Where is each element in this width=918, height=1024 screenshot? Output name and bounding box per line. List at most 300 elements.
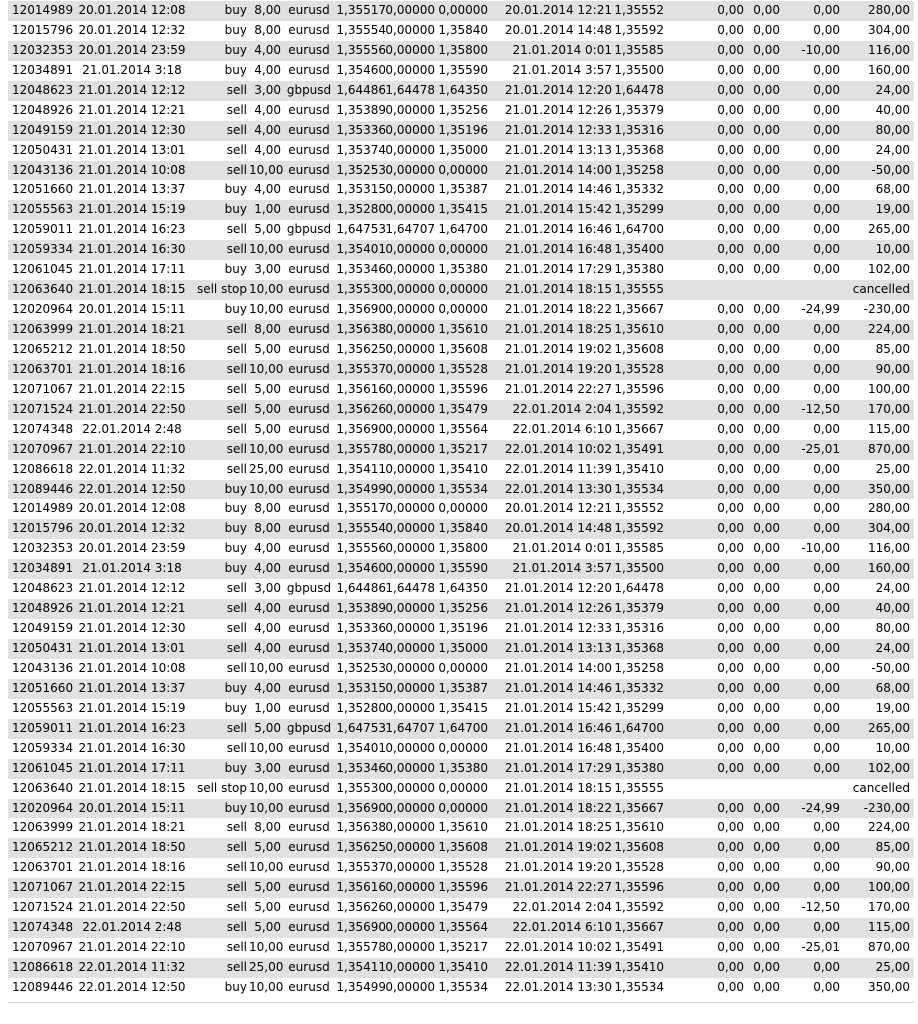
ticket-cell: 12086618 (12, 960, 74, 974)
open-price-cell: 1,35280 (336, 202, 386, 217)
stop-loss-cell: 0,00000 (385, 521, 435, 536)
take-profit-cell: 1,35564 (438, 421, 488, 436)
type-cell: sell (226, 401, 247, 416)
open-time-cell: 21.01.2014 22:50 (78, 401, 186, 416)
item-cell: eurusd (288, 182, 330, 197)
open-time-cell: 22.01.2014 11:32 (78, 960, 186, 974)
open-time-cell: 21.01.2014 17:11 (78, 760, 186, 775)
commission-cell: 0,00 (717, 42, 744, 57)
close-time-cell: 20.01.2014 14:48 (504, 22, 612, 37)
table-row (8, 739, 914, 759)
swap-cell: 0,00 (813, 561, 840, 576)
taxes-cell: 0,00 (753, 880, 780, 895)
close-time-cell: 22.01.2014 2:04 (512, 900, 612, 915)
stop-loss-cell: 1,64707 (385, 222, 435, 237)
table-row (8, 918, 914, 938)
take-profit-cell: 1,35380 (438, 262, 488, 277)
profit-cell: 80,00 (875, 621, 910, 636)
open-time-cell: 22.01.2014 11:32 (78, 461, 186, 476)
profit-cell: 102,00 (868, 262, 910, 277)
commission-cell: 0,00 (717, 521, 744, 536)
take-profit-cell: 0,00000 (438, 800, 488, 815)
item-cell: eurusd (288, 820, 330, 835)
type-cell: sell (226, 820, 247, 835)
type-cell: sell (226, 322, 247, 336)
open-price-cell: 1,35411 (336, 461, 386, 476)
profit-cell: 170,00 (868, 401, 910, 416)
commission-cell: 0,00 (717, 900, 744, 915)
close-price-cell: 1,35379 (614, 601, 664, 616)
taxes-cell: 0,00 (753, 561, 780, 576)
close-price-cell: 1,64700 (614, 720, 664, 735)
close-time-cell: 21.01.2014 18:15 (504, 282, 612, 297)
close-price-cell: 1,35379 (614, 102, 664, 117)
take-profit-cell: 1,35528 (438, 860, 488, 875)
open-price-cell: 1,35638 (336, 322, 386, 336)
commission-cell: 0,00 (717, 960, 744, 974)
taxes-cell: 0,00 (753, 162, 780, 177)
swap-cell: -24,99 (801, 302, 840, 317)
take-profit-cell: 1,35608 (438, 840, 488, 855)
stop-loss-cell: 0,00000 (385, 501, 435, 516)
swap-cell: 0,00 (813, 22, 840, 37)
type-cell: sell (226, 242, 247, 257)
commission-cell: 0,00 (717, 381, 744, 396)
close-time-cell: 21.01.2014 14:00 (504, 660, 612, 675)
table-row (8, 938, 914, 958)
type-cell: sell (226, 880, 247, 895)
table-row (8, 978, 914, 998)
ticket-cell: 12061045 (12, 262, 74, 277)
ticket-cell: 12048623 (12, 581, 74, 596)
open-time-cell: 21.01.2014 12:21 (78, 601, 186, 616)
table-row (8, 499, 914, 519)
profit-cell: 102,00 (868, 760, 910, 775)
stop-loss-cell: 0,00000 (385, 740, 435, 755)
size-cell: 4,00 (254, 62, 281, 77)
profit-cell: 304,00 (868, 521, 910, 536)
close-time-cell: 22.01.2014 6:10 (512, 920, 612, 935)
close-price-cell: 1,35610 (614, 820, 664, 835)
open-price-cell: 1,35389 (336, 102, 386, 117)
take-profit-cell: 1,35217 (438, 940, 488, 955)
open-time-cell: 20.01.2014 15:11 (78, 302, 186, 317)
commission-cell: 0,00 (717, 322, 744, 336)
open-time-cell: 21.01.2014 12:30 (78, 122, 186, 137)
swap-cell: 0,00 (813, 601, 840, 616)
type-cell: buy (224, 3, 247, 17)
close-price-cell: 1,35332 (614, 680, 664, 695)
close-price-cell: 1,35500 (614, 62, 664, 77)
take-profit-cell: 1,35410 (438, 960, 488, 974)
take-profit-cell: 1,35840 (438, 22, 488, 37)
close-price-cell: 1,35585 (614, 42, 664, 57)
open-price-cell: 1,35530 (336, 780, 386, 795)
taxes-cell: 0,00 (753, 601, 780, 616)
take-profit-cell: 1,35800 (438, 42, 488, 57)
size-cell: 10,00 (249, 660, 284, 675)
close-time-cell: 21.01.2014 19:02 (504, 840, 612, 855)
ticket-cell: 12034891 (12, 62, 74, 77)
commission-cell: 0,00 (717, 3, 744, 17)
close-time-cell: 21.01.2014 18:15 (504, 780, 612, 795)
order-status-cell: cancelled (852, 780, 910, 795)
size-cell: 4,00 (254, 182, 281, 197)
type-cell: buy (224, 760, 247, 775)
open-price-cell: 1,35389 (336, 601, 386, 616)
table-row (8, 779, 914, 799)
close-price-cell: 1,35534 (614, 481, 664, 496)
close-price-cell: 1,35608 (614, 341, 664, 356)
type-cell: sell (226, 441, 247, 456)
type-cell: sell (226, 621, 247, 636)
take-profit-cell: 1,35380 (438, 760, 488, 775)
commission-cell: 0,00 (717, 142, 744, 157)
open-time-cell: 21.01.2014 15:19 (78, 202, 186, 217)
swap-cell: 0,00 (813, 162, 840, 177)
taxes-cell: 0,00 (753, 42, 780, 57)
swap-cell: 0,00 (813, 3, 840, 17)
ticket-cell: 12048623 (12, 82, 74, 97)
taxes-cell: 0,00 (753, 660, 780, 675)
take-profit-cell: 0,00000 (438, 501, 488, 516)
size-cell: 8,00 (254, 521, 281, 536)
take-profit-cell: 1,64350 (438, 82, 488, 97)
taxes-cell: 0,00 (753, 202, 780, 217)
commission-cell: 0,00 (717, 501, 744, 516)
profit-cell: 40,00 (875, 102, 910, 117)
table-row (8, 679, 914, 699)
stop-loss-cell: 0,00000 (385, 302, 435, 317)
ticket-cell: 12048926 (12, 102, 74, 117)
open-time-cell: 21.01.2014 12:12 (78, 82, 186, 97)
take-profit-cell: 1,64700 (438, 222, 488, 237)
size-cell: 5,00 (254, 381, 281, 396)
ticket-cell: 12061045 (12, 760, 74, 775)
taxes-cell: 0,00 (753, 82, 780, 97)
open-time-cell: 21.01.2014 18:16 (78, 860, 186, 875)
swap-cell: -12,50 (801, 401, 840, 416)
open-time-cell: 21.01.2014 22:10 (78, 940, 186, 955)
close-price-cell: 1,35410 (614, 461, 664, 476)
item-cell: eurusd (288, 441, 330, 456)
take-profit-cell: 1,35000 (438, 641, 488, 655)
size-cell: 4,00 (254, 641, 281, 655)
stop-loss-cell: 1,64707 (385, 720, 435, 735)
swap-cell: 0,00 (813, 700, 840, 715)
taxes-cell: 0,00 (753, 720, 780, 735)
swap-cell: 0,00 (813, 760, 840, 775)
commission-cell: 0,00 (717, 641, 744, 655)
open-price-cell: 1,35690 (336, 302, 386, 317)
ticket-cell: 12032353 (12, 541, 74, 556)
swap-cell: -24,99 (801, 800, 840, 815)
stop-loss-cell: 0,00000 (385, 202, 435, 217)
close-time-cell: 21.01.2014 18:25 (504, 322, 612, 336)
size-cell: 5,00 (254, 341, 281, 356)
open-price-cell: 1,35578 (336, 940, 386, 955)
item-cell: eurusd (288, 840, 330, 855)
size-cell: 5,00 (254, 900, 281, 915)
close-price-cell: 1,35610 (614, 322, 664, 336)
type-cell: sell (226, 361, 247, 376)
table-row (8, 260, 914, 280)
take-profit-cell: 1,35196 (438, 122, 488, 137)
table-row (8, 759, 914, 779)
item-cell: eurusd (288, 401, 330, 416)
open-time-cell: 22.01.2014 12:50 (78, 481, 186, 496)
open-price-cell: 1,64486 (336, 82, 386, 97)
profit-cell: 80,00 (875, 122, 910, 137)
open-price-cell: 1,35616 (336, 880, 386, 895)
taxes-cell: 0,00 (753, 361, 780, 376)
stop-loss-cell: 0,00000 (385, 142, 435, 157)
taxes-cell: 0,00 (753, 541, 780, 556)
profit-cell: 870,00 (868, 441, 910, 456)
taxes-cell: 0,00 (753, 820, 780, 835)
size-cell: 3,00 (254, 581, 281, 596)
item-cell: eurusd (288, 740, 330, 755)
type-cell: sell (226, 641, 247, 655)
profit-cell: 870,00 (868, 940, 910, 955)
taxes-cell: 0,00 (753, 680, 780, 695)
close-price-cell: 1,35258 (614, 660, 664, 675)
taxes-cell: 0,00 (753, 341, 780, 356)
take-profit-cell: 0,00000 (438, 162, 488, 177)
swap-cell: 0,00 (813, 341, 840, 356)
swap-cell: 0,00 (813, 421, 840, 436)
close-time-cell: 21.01.2014 16:46 (504, 720, 612, 735)
commission-cell: 0,00 (717, 601, 744, 616)
take-profit-cell: 1,35590 (438, 561, 488, 576)
commission-cell: 0,00 (717, 621, 744, 636)
ticket-cell: 12063640 (12, 282, 74, 297)
taxes-cell: 0,00 (753, 3, 780, 17)
ticket-cell: 12059334 (12, 242, 74, 257)
swap-cell: 0,00 (813, 202, 840, 217)
table-row (8, 400, 914, 420)
commission-cell: 0,00 (717, 202, 744, 217)
table-row (8, 21, 914, 41)
take-profit-cell: 1,35000 (438, 142, 488, 157)
item-cell: eurusd (288, 421, 330, 436)
commission-cell: 0,00 (717, 242, 744, 257)
table-row (8, 440, 914, 460)
swap-cell: 0,00 (813, 960, 840, 974)
stop-loss-cell: 0,00000 (385, 541, 435, 556)
item-cell: eurusd (288, 641, 330, 655)
type-cell: sell (226, 860, 247, 875)
size-cell: 10,00 (249, 361, 284, 376)
size-cell: 10,00 (249, 740, 284, 755)
take-profit-cell: 1,35596 (438, 381, 488, 396)
open-time-cell: 21.01.2014 12:21 (78, 102, 186, 117)
close-time-cell: 21.01.2014 13:13 (504, 641, 612, 655)
ticket-cell: 12051660 (12, 182, 74, 197)
close-time-cell: 21.01.2014 3:57 (512, 62, 612, 77)
profit-cell: 350,00 (868, 481, 910, 496)
stop-loss-cell: 0,00000 (385, 481, 435, 496)
size-cell: 10,00 (249, 481, 284, 496)
item-cell: eurusd (288, 660, 330, 675)
item-cell: eurusd (288, 760, 330, 775)
swap-cell: -25,01 (801, 940, 840, 955)
open-time-cell: 21.01.2014 10:08 (78, 660, 186, 675)
item-cell: eurusd (288, 979, 330, 994)
type-cell: buy (224, 700, 247, 715)
ticket-cell: 12070967 (12, 441, 74, 456)
item-cell: eurusd (288, 282, 330, 297)
commission-cell: 0,00 (717, 979, 744, 994)
open-time-cell: 21.01.2014 16:23 (78, 720, 186, 735)
profit-cell: 116,00 (868, 541, 910, 556)
open-time-cell: 21.01.2014 22:10 (78, 441, 186, 456)
take-profit-cell: 1,35528 (438, 361, 488, 376)
swap-cell: 0,00 (813, 381, 840, 396)
size-cell: 5,00 (254, 880, 281, 895)
item-cell: eurusd (288, 780, 330, 795)
swap-cell: 0,00 (813, 501, 840, 516)
stop-loss-cell: 0,00000 (385, 940, 435, 955)
close-time-cell: 22.01.2014 10:02 (504, 940, 612, 955)
swap-cell: 0,00 (813, 820, 840, 835)
size-cell: 5,00 (254, 920, 281, 935)
take-profit-cell: 1,35415 (438, 700, 488, 715)
ticket-cell: 12020964 (12, 302, 74, 317)
stop-loss-cell: 0,00000 (385, 960, 435, 974)
take-profit-cell: 0,00000 (438, 242, 488, 257)
open-price-cell: 1,35346 (336, 760, 386, 775)
close-price-cell: 1,35528 (614, 860, 664, 875)
profit-cell: 85,00 (875, 840, 910, 855)
ticket-cell: 12063999 (12, 820, 74, 835)
close-price-cell: 1,35592 (614, 22, 664, 37)
profit-cell: 170,00 (868, 900, 910, 915)
ticket-cell: 12063999 (12, 322, 74, 336)
swap-cell: 0,00 (813, 361, 840, 376)
item-cell: eurusd (288, 341, 330, 356)
swap-cell: 0,00 (813, 880, 840, 895)
close-price-cell: 1,35380 (614, 760, 664, 775)
type-cell: sell (226, 960, 247, 974)
table-row (8, 1, 914, 21)
take-profit-cell: 1,35387 (438, 680, 488, 695)
table-row (8, 41, 914, 61)
item-cell: gbpusd (286, 581, 332, 596)
table-row (8, 699, 914, 719)
open-time-cell: 21.01.2014 13:37 (78, 182, 186, 197)
taxes-cell: 0,00 (753, 860, 780, 875)
type-cell: sell stop (196, 780, 247, 795)
trade-history-table (8, 1, 914, 998)
close-time-cell: 21.01.2014 19:02 (504, 341, 612, 356)
table-row (8, 180, 914, 200)
close-price-cell: 1,64700 (614, 222, 664, 237)
item-cell: eurusd (288, 481, 330, 496)
swap-cell: -10,00 (801, 42, 840, 57)
open-price-cell: 1,35537 (336, 361, 386, 376)
close-price-cell: 1,35316 (614, 621, 664, 636)
take-profit-cell: 0,00000 (438, 780, 488, 795)
open-time-cell: 21.01.2014 3:18 (82, 62, 182, 77)
close-price-cell: 1,35400 (614, 740, 664, 755)
open-time-cell: 21.01.2014 18:16 (78, 361, 186, 376)
stop-loss-cell: 0,00000 (385, 401, 435, 416)
take-profit-cell: 1,35590 (438, 62, 488, 77)
table-row (8, 61, 914, 81)
open-price-cell: 1,35626 (336, 900, 386, 915)
open-price-cell: 1,35280 (336, 700, 386, 715)
size-cell: 3,00 (254, 262, 281, 277)
size-cell: 4,00 (254, 102, 281, 117)
table-row (8, 659, 914, 679)
take-profit-cell: 1,35256 (438, 601, 488, 616)
taxes-cell: 0,00 (753, 102, 780, 117)
table-row (8, 559, 914, 579)
item-cell: eurusd (288, 102, 330, 117)
open-time-cell: 21.01.2014 16:30 (78, 740, 186, 755)
close-time-cell: 21.01.2014 19:20 (504, 860, 612, 875)
ticket-cell: 12063701 (12, 361, 74, 376)
profit-cell: -50,00 (871, 660, 910, 675)
close-time-cell: 21.01.2014 17:29 (504, 760, 612, 775)
stop-loss-cell: 0,00000 (385, 3, 435, 17)
open-time-cell: 21.01.2014 3:18 (82, 561, 182, 576)
profit-cell: 25,00 (875, 960, 910, 974)
open-price-cell: 1,35460 (336, 561, 386, 576)
close-price-cell: 1,35368 (614, 641, 664, 655)
close-time-cell: 21.01.2014 12:33 (504, 122, 612, 137)
type-cell: sell (226, 461, 247, 476)
close-time-cell: 21.01.2014 12:26 (504, 102, 612, 117)
taxes-cell: 0,00 (753, 401, 780, 416)
commission-cell: 0,00 (717, 102, 744, 117)
open-price-cell: 1,35253 (336, 660, 386, 675)
open-time-cell: 20.01.2014 12:32 (78, 22, 186, 37)
size-cell: 4,00 (254, 142, 281, 157)
type-cell: sell (226, 222, 247, 237)
taxes-cell: 0,00 (753, 381, 780, 396)
close-time-cell: 21.01.2014 12:26 (504, 601, 612, 616)
close-price-cell: 1,35667 (614, 302, 664, 317)
size-cell: 10,00 (249, 979, 284, 994)
size-cell: 5,00 (254, 720, 281, 735)
commission-cell: 0,00 (717, 800, 744, 815)
ticket-cell: 12071524 (12, 900, 74, 915)
table-row (8, 898, 914, 918)
close-time-cell: 20.01.2014 12:21 (504, 501, 612, 516)
ticket-cell: 12065212 (12, 341, 74, 356)
item-cell: eurusd (288, 880, 330, 895)
stop-loss-cell: 0,00000 (385, 441, 435, 456)
taxes-cell: 0,00 (753, 421, 780, 436)
type-cell: buy (224, 521, 247, 536)
open-time-cell: 21.01.2014 18:50 (78, 840, 186, 855)
commission-cell: 0,00 (717, 581, 744, 596)
close-price-cell: 1,35534 (614, 979, 664, 994)
commission-cell: 0,00 (717, 481, 744, 496)
type-cell: sell (226, 122, 247, 137)
close-price-cell: 1,35299 (614, 202, 664, 217)
type-cell: sell (226, 720, 247, 735)
close-price-cell: 1,35596 (614, 381, 664, 396)
taxes-cell: 0,00 (753, 22, 780, 37)
close-time-cell: 21.01.2014 14:46 (504, 680, 612, 695)
taxes-cell: 0,00 (753, 242, 780, 257)
item-cell: eurusd (288, 381, 330, 396)
commission-cell: 0,00 (717, 182, 744, 197)
close-price-cell: 1,35555 (614, 780, 664, 795)
